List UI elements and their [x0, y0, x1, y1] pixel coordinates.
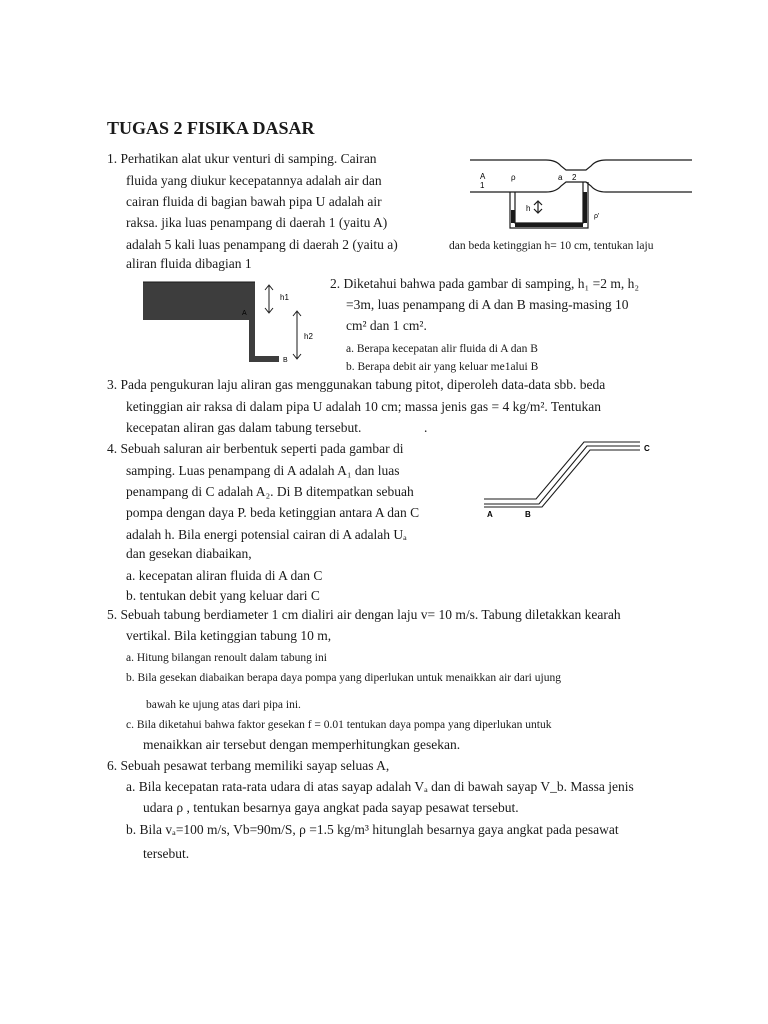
tank-label-a: A [242, 310, 247, 317]
q4-line-1: 4. Sebuah saluran air berbentuk seperti pada gambar di [107, 441, 404, 456]
q1-line-1: 1. Perhatikan alat ukur venturi di samping. Cairan [107, 151, 377, 166]
tank-label-b: B [283, 357, 288, 364]
venturi-label-a-lower: a [558, 173, 563, 182]
q1-line-5b: dan beda ketinggian h= 10 cm, tentukan laju [449, 240, 654, 252]
q2-item-b: b. Berapa debit air yang keluar me1alui B [346, 361, 539, 373]
q1-line-6: aliran fluida dibagian 1 [126, 256, 252, 271]
q5-item-a: a. Hitung bilangan renoult dalam tabung ini [126, 652, 327, 664]
q1-line-3: cairan fluida di bagian bawah pipa U adalah air [126, 194, 382, 209]
q1-line-5a: adalah 5 kali luas penampang di daerah 2 (yaitu a) [126, 237, 398, 252]
pipe-label-c: C [644, 444, 650, 453]
page-title: TUGAS 2 FISIKA DASAR [107, 118, 315, 138]
q6-item-a-1: a. Bila kecepatan rata-rata udara di atas sayap adalah Vₐ dan di bawah sayap V_b. Massa jenis [126, 779, 634, 794]
q4-line-6: dan gesekan diabaikan, [126, 546, 252, 561]
q2-line-3: cm² dan 1 cm². [346, 318, 427, 333]
q5-item-c-2: menaikkan air tersebut dengan memperhitungkan gesekan. [143, 737, 461, 752]
pipe-label-a: A [487, 510, 493, 519]
q3-line-1: 3. Pada pengukuran laju aliran gas menggunakan tabung pitot, diperoleh data-data sbb. beda [107, 377, 606, 392]
q3-line-2: ketinggian air raksa di dalam pipa U adalah 10 cm; massa jenis gas = 4 kg/m². Tentukan [126, 399, 601, 414]
q5-line-2: vertikal. Bila ketinggian tabung 10 m, [126, 628, 332, 643]
tank-label-h2: h2 [304, 332, 313, 341]
pipe-label-b: B [525, 510, 531, 519]
q3-dot: . [424, 420, 428, 435]
venturi-label-two: 2 [572, 173, 577, 182]
venturi-label-rho: ρ [511, 173, 516, 182]
q6-line-1: 6. Sebuah pesawat terbang memiliki sayap seluas A, [107, 758, 390, 773]
q5-item-b-2: bawah ke ujung atas dari pipa ini. [146, 699, 301, 711]
q4-item-b: b. tentukan debit yang keluar dari C [126, 588, 320, 603]
tank-label-h1: h1 [280, 293, 289, 302]
q3-line-3: kecepatan aliran gas dalam tabung tersebut. [126, 420, 362, 435]
tank-diagram [143, 282, 323, 364]
q5-line-1: 5. Sebuah tabung berdiameter 1 cm dialiri air dengan laju v= 10 m/s. Tabung diletakkan kearah [107, 607, 621, 622]
q5-item-b-1: b. Bila gesekan diabaikan berapa daya pompa yang diperlukan untuk menaikkan air dari ujung [126, 672, 561, 684]
q4-line-4: pompa dengan daya P. beda ketinggian antara A dan C [126, 505, 420, 520]
q6-item-a-2: udara ρ , tentukan besarnya gaya angkat pada sayap pesawat tersebut. [143, 800, 519, 815]
venturi-label-h: h [526, 204, 531, 213]
q2-line-1: 2. Diketahui bahwa pada gambar di samping, h₁ =2 m, h₂ [330, 276, 640, 291]
q4-line-3: penampang di C adalah A₂. Di B ditempatkan sebuah [126, 484, 414, 499]
q4-line-5: adalah h. Bila energi potensial cairan di A adalah Uₐ [126, 527, 407, 542]
venturi-label-one: 1 [480, 181, 485, 190]
q1-line-4: raksa. jika luas penampang di daerah 1 (yaitu A) [126, 215, 388, 230]
q5-item-c-1: c. Bila diketahui bahwa faktor gesekan f = 0.01 tentukan daya pompa yang diperlukan untuk [126, 719, 552, 731]
q6-item-b-1: b. Bila vₐ=100 m/s, Vb=90m/S, ρ =1.5 kg/m³ hitunglah besarnya gaya angkat pada pesawat [126, 822, 619, 837]
venturi-label-a-upper: A [480, 172, 486, 181]
q4-item-a: a. kecepatan aliran fluida di A dan C [126, 568, 323, 583]
q6-item-b-2: tersebut. [143, 846, 190, 861]
q2-item-a: a. Berapa kecepatan alir fluida di A dan B [346, 343, 538, 355]
q1-line-2: fluida yang diukur kecepatannya adalah air dan [126, 173, 382, 188]
pipe-diagram [480, 438, 680, 528]
q2-line-2: =3m, luas penampang di A dan B masing-masing 10 [346, 297, 629, 312]
q4-line-2: samping. Luas penampang di A adalah A₁ dan luas [126, 463, 400, 478]
venturi-diagram [466, 152, 696, 234]
venturi-label-rho-prime: ρ' [594, 213, 600, 220]
